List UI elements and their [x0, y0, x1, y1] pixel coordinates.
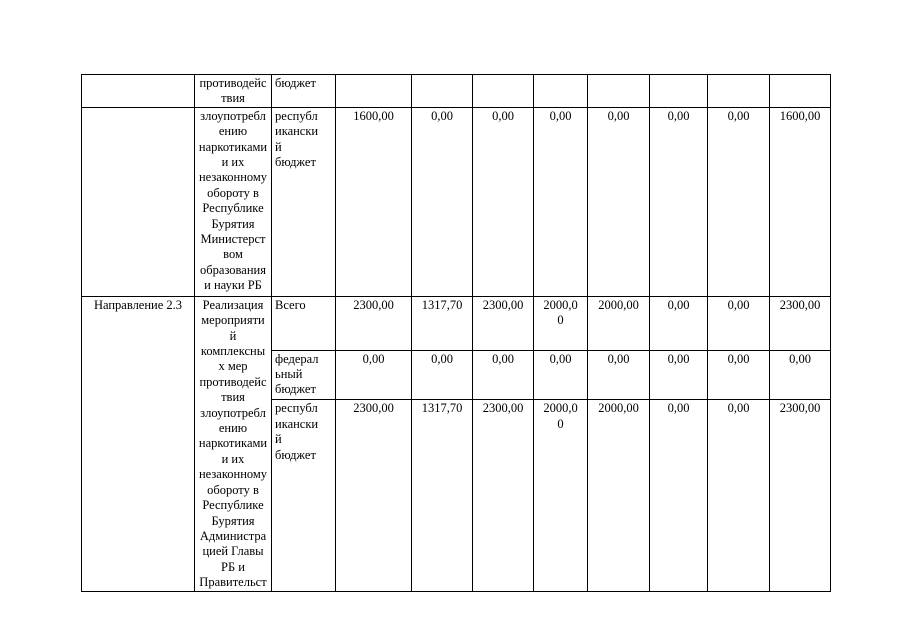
value-cell: 0,00 [412, 350, 473, 400]
value-cell: 2300,00 [770, 400, 831, 591]
value-cell [534, 75, 588, 108]
table-row [82, 107, 831, 296]
value-cell: 2300,00 [473, 400, 534, 591]
value-cell: 2000,00 [588, 296, 650, 350]
value-cell [650, 75, 708, 108]
value-cell: 0,00 [336, 350, 412, 400]
budget-table-body [82, 75, 831, 592]
value-cell: 0,00 [534, 107, 588, 296]
value-cell: 0,00 [534, 350, 588, 400]
source-cell: бюджет [272, 75, 336, 108]
value-cell: 0,00 [473, 350, 534, 400]
value-cell: 0,00 [650, 296, 708, 350]
name-cell: злоупотребл ению наркотиками и их незаконному обороту в Республике Бурятия Министерст вом образования и науки РБ [195, 107, 272, 296]
value-cell: 1600,00 [770, 107, 831, 296]
value-cell: 0,00 [650, 107, 708, 296]
name-cell: Реализация мероприяти й комплексны х мер противодейс твия злоупотребл ению наркотиками и их незаконному обороту в Республике Бурятия Администра цией Главы РБ и Правительст [195, 296, 272, 591]
value-cell [412, 75, 473, 108]
source-cell: Всего [272, 296, 336, 350]
value-cell [708, 75, 770, 108]
value-cell: 0,00 [650, 400, 708, 591]
value-cell [336, 75, 412, 108]
table-row [82, 75, 831, 108]
value-cell: 1317,70 [412, 296, 473, 350]
code-cell [82, 75, 195, 108]
direction-code-cell: Направление 2.3 [82, 296, 195, 591]
value-cell: 0,00 [473, 107, 534, 296]
source-cell: федерал ьный бюджет [272, 350, 336, 400]
value-cell: 0,00 [708, 107, 770, 296]
value-cell: 0,00 [412, 107, 473, 296]
value-cell: 0,00 [588, 107, 650, 296]
value-cell: 2000,0 0 [534, 296, 588, 350]
budget-table [81, 74, 831, 592]
value-cell: 1317,70 [412, 400, 473, 591]
value-cell: 2000,0 0 [534, 400, 588, 591]
value-cell: 2300,00 [336, 296, 412, 350]
table-row [82, 296, 831, 350]
value-cell [473, 75, 534, 108]
value-cell: 2300,00 [770, 296, 831, 350]
value-cell: 0,00 [708, 296, 770, 350]
code-cell [82, 107, 195, 296]
value-cell [588, 75, 650, 108]
value-cell: 2000,00 [588, 400, 650, 591]
value-cell: 2300,00 [473, 296, 534, 350]
source-cell: республ икански й бюджет [272, 400, 336, 591]
value-cell: 0,00 [708, 400, 770, 591]
value-cell: 0,00 [588, 350, 650, 400]
value-cell [770, 75, 831, 108]
source-cell: республ икански й бюджет [272, 107, 336, 296]
value-cell: 2300,00 [336, 400, 412, 591]
value-cell: 0,00 [650, 350, 708, 400]
value-cell: 0,00 [708, 350, 770, 400]
value-cell: 0,00 [770, 350, 831, 400]
name-cell: противодейс твия [195, 75, 272, 108]
value-cell: 1600,00 [336, 107, 412, 296]
